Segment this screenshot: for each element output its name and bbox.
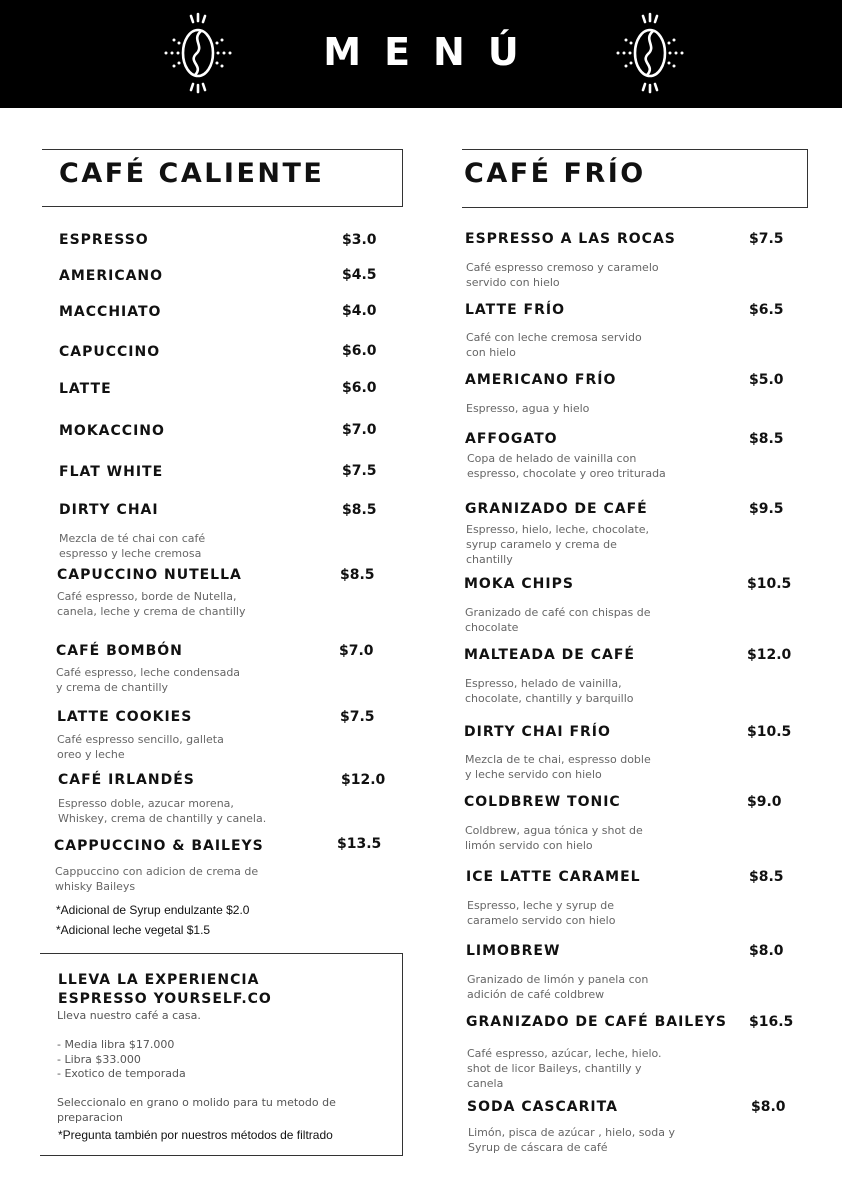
header-bar: [0, 0, 842, 108]
promo-options: - Media libra $17.000 - Libra $33.000 - Exotico de temporada: [57, 1038, 186, 1080]
menu-item-price: $8.5: [342, 502, 377, 518]
menu-item-price: $6.0: [342, 343, 377, 359]
menu-item-description: Café espresso, azúcar, leche, hielo. shot de licor Baileys, chantilly y canela: [467, 1047, 662, 1090]
menu-item-name: CAFÉ IRLANDÉS: [58, 772, 195, 788]
menu-item-price: $9.5: [749, 501, 784, 517]
menu-item-price: $9.0: [747, 794, 782, 810]
menu-item-name: ESPRESSO: [59, 232, 149, 248]
menu-item-price: $4.0: [342, 303, 377, 319]
menu-item-name: CAPPUCCINO & BAILEYS: [54, 838, 264, 854]
menu-item-name: DIRTY CHAI: [59, 502, 159, 518]
promo-subtitle: Lleva nuestro café a casa.: [57, 1009, 201, 1022]
menu-item-name: MOKA CHIPS: [464, 576, 574, 592]
menu-item-price: $7.0: [342, 422, 377, 438]
menu-item-name: AMERICANO: [59, 268, 164, 284]
page-title: MENÚ: [323, 30, 542, 74]
menu-item-price: $8.0: [749, 943, 784, 959]
menu-item-price: $10.5: [747, 724, 792, 740]
menu-item-name: LATTE COOKIES: [57, 709, 193, 725]
menu-item-price: $6.0: [342, 380, 377, 396]
menu-item-description: Café espresso cremoso y caramelo servido con hielo: [466, 261, 659, 289]
menu-item-price: $8.0: [751, 1099, 786, 1115]
menu-item-description: Espresso, agua y hielo: [466, 402, 590, 415]
menu-item-price: $3.0: [342, 232, 377, 248]
addon-note: *Adicional de Syrup endulzante $2.0: [56, 903, 250, 917]
menu-item-description: Café espresso, borde de Nutella, canela, leche y crema de chantilly: [57, 590, 246, 618]
menu-item-description: Espresso doble, azucar morena, Whiskey, crema de chantilly y canela.: [58, 797, 267, 825]
menu-item-description: Granizado de limón y panela con adición de café coldbrew: [467, 973, 649, 1001]
menu-item-name: ICE LATTE CARAMEL: [466, 869, 641, 885]
menu-item-price: $7.5: [340, 709, 375, 725]
promo-instructions: Seleccionalo en grano o molido para tu metodo de preparacion: [57, 1096, 336, 1124]
menu-item-description: Café espresso, leche condensada y crema de chantilly: [56, 666, 241, 694]
menu-item-description: Coldbrew, agua tónica y shot de limón servido con hielo: [465, 824, 643, 852]
menu-item-price: $10.5: [747, 576, 792, 592]
menu-item-name: SODA CASCARITA: [467, 1099, 618, 1115]
menu-item-name: ESPRESSO A LAS ROCAS: [465, 231, 676, 247]
menu-item-name: COLDBREW TONIC: [464, 794, 621, 810]
menu-item-description: Espresso, leche y syrup de caramelo servido con hielo: [467, 899, 616, 927]
menu-item-name: DIRTY CHAI FRÍO: [464, 724, 611, 740]
menu-item-price: $6.5: [749, 302, 784, 318]
menu-item-price: $5.0: [749, 372, 784, 388]
menu-item-name: CAPUCCINO: [59, 344, 161, 360]
menu-item-name: MACCHIATO: [59, 304, 162, 320]
menu-item-description: Café con leche cremosa servido con hielo: [466, 331, 642, 359]
menu-item-price: $8.5: [340, 567, 375, 583]
promo-note: *Pregunta también por nuestros métodos de filtrado: [58, 1128, 333, 1142]
menu-item-description: Granizado de café con chispas de chocolate: [465, 606, 651, 634]
menu-item-price: $4.5: [342, 267, 377, 283]
menu-item-price: $13.5: [337, 836, 382, 852]
menu-item-description: Café espresso sencillo, galleta oreo y leche: [57, 733, 224, 761]
menu-item-price: $7.5: [342, 463, 377, 479]
menu-item-price: $12.0: [341, 772, 386, 788]
addon-note: *Adicional leche vegetal $1.5: [56, 923, 211, 937]
menu-item-name: FLAT WHITE: [59, 464, 164, 480]
hot-section-title: CAFÉ CALIENTE: [59, 158, 325, 189]
menu-item-description: Limón, pisca de azúcar , hielo, soda y Syrup de cáscara de café: [468, 1126, 675, 1154]
menu-item-name: LATTE FRÍO: [465, 302, 565, 318]
menu-item-name: AFFOGATO: [465, 431, 558, 447]
menu-item-description: Mezcla de té chai con café espresso y leche cremosa: [59, 532, 206, 560]
menu-item-name: GRANIZADO DE CAFÉ: [465, 501, 648, 517]
menu-item-name: LIMOBREW: [466, 943, 561, 959]
menu-item-price: $8.5: [749, 431, 784, 447]
menu-item-description: Espresso, hielo, leche, chocolate, syrup caramelo y crema de chantilly: [466, 523, 649, 566]
menu-item-price: $8.5: [749, 869, 784, 885]
menu-item-price: $7.5: [749, 231, 784, 247]
menu-item-name: GRANIZADO DE CAFÉ BAILEYS: [466, 1014, 728, 1030]
menu-item-name: LATTE: [59, 381, 112, 397]
menu-item-description: Espresso, helado de vainilla, chocolate, chantilly y barquillo: [465, 677, 634, 705]
coffee-bean-icon: [610, 12, 690, 94]
menu-item-description: Cappuccino con adicion de crema de whisky Baileys: [55, 865, 259, 893]
menu-item-name: MALTEADA DE CAFÉ: [464, 647, 635, 663]
menu-item-name: CAPUCCINO NUTELLA: [57, 567, 242, 583]
promo-title: LLEVA LA EXPERIENCIA ESPRESSO YOURSELF.CO: [58, 972, 272, 1007]
menu-item-name: AMERICANO FRÍO: [465, 372, 617, 388]
menu-item-name: CAFÉ BOMBÓN: [56, 643, 183, 659]
menu-item-description: Copa de helado de vainilla con espresso, chocolate y oreo triturada: [467, 452, 666, 480]
menu-item-price: $12.0: [747, 647, 792, 663]
menu-item-name: MOKACCINO: [59, 423, 165, 439]
menu-item-description: Mezcla de te chai, espresso doble y leche servido con hielo: [465, 753, 651, 781]
menu-item-price: $7.0: [339, 643, 374, 659]
cold-section-title: CAFÉ FRÍO: [464, 158, 646, 189]
menu-item-price: $16.5: [749, 1014, 794, 1030]
